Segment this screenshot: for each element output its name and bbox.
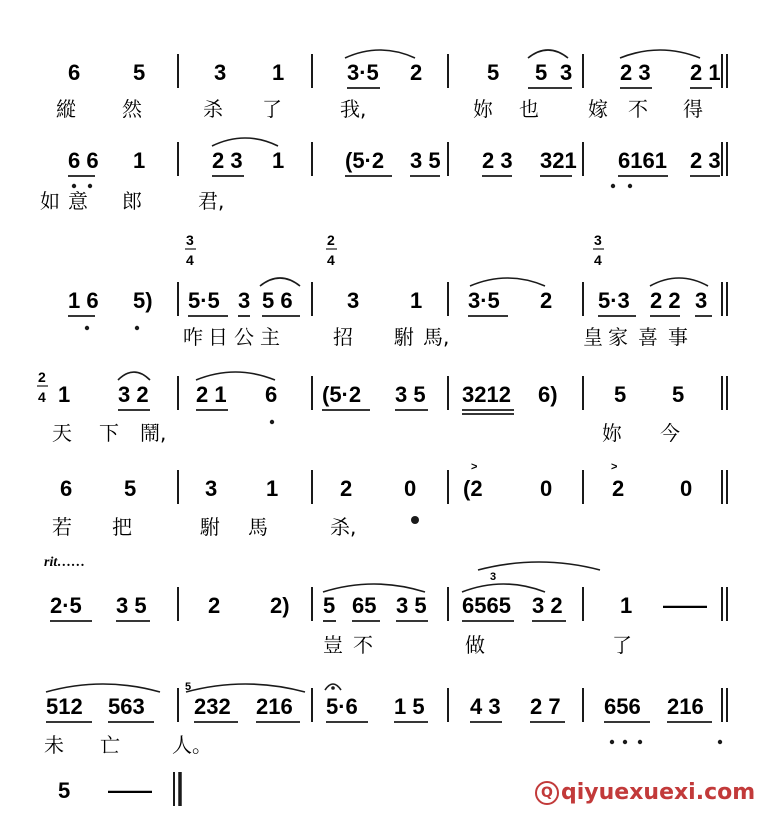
note-group: 2 [208, 593, 221, 618]
note-group: 512 [46, 694, 83, 719]
note-group: 6) [538, 382, 558, 407]
lyric-char: 天 [52, 421, 72, 445]
octave-dot [88, 184, 92, 188]
note-group: (5·2 [345, 148, 385, 173]
note-group: 2 7 [530, 694, 561, 719]
note-group: 3 5 [396, 593, 427, 618]
lyric-char: 然 [122, 97, 142, 121]
lyric-char: 日 [208, 325, 228, 349]
octave-dot [638, 740, 642, 744]
octave-dot [270, 420, 274, 424]
slur [462, 584, 545, 592]
lyric-char: 駙 [394, 325, 414, 349]
note-group: 3 [238, 288, 251, 313]
time-signature-top: 3 [186, 232, 194, 248]
lyric-char: 君, [198, 189, 225, 213]
note-group: 6 [60, 476, 73, 501]
q-circle-logo-icon: Q [535, 781, 559, 805]
octave-dot [135, 326, 139, 330]
note-group: 65 [352, 593, 377, 618]
final-dash: —— [108, 778, 152, 803]
note-group: (2 [463, 476, 483, 501]
score-row [68, 232, 722, 349]
note-group: 656 [604, 694, 641, 719]
lyric-char: 公 [234, 325, 254, 349]
note-group: 3 2 [532, 593, 563, 618]
note-group: 216 [256, 694, 293, 719]
octave-dot [85, 326, 89, 330]
note-group: 2·5 [50, 593, 82, 618]
note-group: 4 3 [470, 694, 501, 719]
slur [212, 138, 278, 146]
lyric-char: 不 [353, 633, 373, 657]
octave-dot [718, 740, 722, 744]
slur [118, 372, 150, 380]
note-group: 2 2 [650, 288, 681, 313]
slur [620, 50, 700, 58]
octave-dot [628, 184, 632, 188]
lyric-char: 若 [52, 515, 72, 539]
note-group: 2 [612, 476, 625, 501]
note-group: 5 [614, 382, 627, 407]
final-note: 5 [58, 778, 71, 803]
rit-marking: rit…… [44, 555, 86, 570]
note-group: 5·5 [188, 288, 220, 313]
lyric-char: 做 [465, 633, 485, 657]
slur [260, 278, 300, 286]
time-signature-bottom: 4 [38, 389, 46, 405]
lyric-char: 人。 [172, 733, 212, 757]
lyric-char: 了 [262, 97, 282, 121]
time-signature-top: 3 [594, 232, 602, 248]
note-group: 0 [404, 476, 417, 501]
slur [323, 584, 425, 592]
lyric-char: 把 [112, 515, 132, 539]
note-group: 5 [323, 593, 336, 618]
note-group: 321 [540, 148, 577, 173]
tuplet-number: 3 [490, 571, 497, 583]
lyric-char: 我, [340, 97, 367, 121]
octave-dot [72, 184, 76, 188]
note-group: 2 1 [196, 382, 227, 407]
lyric-char: 郎 [122, 189, 142, 213]
lyric-char: 嫁 [588, 97, 608, 121]
slur [186, 684, 305, 692]
note-group: 6 [265, 382, 278, 407]
note-group: 2 3 [482, 148, 513, 173]
score-row [40, 142, 722, 213]
note-group: 0 [680, 476, 693, 501]
note-group: 1 [58, 382, 71, 407]
slur [650, 278, 708, 286]
note-group: 3·5 [347, 60, 379, 85]
lyric-char: 杀, [330, 515, 357, 539]
note-group: 5·6 [326, 694, 358, 719]
fermata-dot [331, 686, 335, 690]
lyric-char: 主 [260, 325, 280, 349]
note-group: 3 [695, 288, 708, 313]
lyric-char: 鬧, [140, 421, 167, 445]
accent-mark: > [471, 461, 478, 473]
note-group: 2 1 [690, 60, 721, 85]
note-group: 232 [194, 694, 231, 719]
note-group: 3212 [462, 382, 511, 407]
note-group: 2 3 [690, 148, 721, 173]
octave-dot [611, 184, 615, 188]
note-group: 6565 [462, 593, 511, 618]
note-group: 2 [410, 60, 423, 85]
note-group: 1 [272, 60, 285, 85]
score-row [52, 470, 722, 539]
lyric-char: 皇 [583, 325, 603, 349]
note-group: 3·5 [468, 288, 500, 313]
time-signature-top: 2 [38, 369, 46, 385]
time-signature-top: 2 [327, 232, 335, 248]
lyric-char: 家 [608, 325, 628, 349]
lyric-char: 意 [68, 189, 88, 213]
note-group: 1 [410, 288, 423, 313]
note-group: 3 5 [395, 382, 426, 407]
lyric-char: 駙 [200, 515, 220, 539]
note-group: 2 [540, 288, 553, 313]
slur [46, 684, 160, 692]
lyric-char: 馬 [248, 515, 268, 539]
lyric-char: 招 [333, 325, 353, 349]
slur [345, 50, 415, 58]
note-group: 3 [347, 288, 360, 313]
lyric-char: 了 [612, 633, 632, 657]
note-group: 6 [68, 60, 81, 85]
note-group: —— [663, 593, 707, 618]
note-group: 5 [535, 60, 548, 85]
lyric-char: 亡 [100, 733, 120, 757]
note-group: 216 [667, 694, 704, 719]
note-group: 5 [487, 60, 500, 85]
note-group: 5) [133, 288, 153, 313]
grace-note: 5 [185, 681, 192, 693]
note-group: (5·2 [322, 382, 362, 407]
watermark-text: qiyuexuexi.com [561, 780, 756, 805]
note-group: 3 5 [410, 148, 441, 173]
note-group: 5 [672, 382, 685, 407]
note-group: 1 6 [68, 288, 99, 313]
accent-mark: > [611, 461, 618, 473]
slur [470, 278, 545, 286]
time-signature-bottom: 4 [186, 252, 194, 268]
note-group: 1 5 [394, 694, 425, 719]
note-group: 3 5 [116, 593, 147, 618]
lyric-char: 今 [660, 421, 680, 445]
note-group: 2 3 [212, 148, 243, 173]
note-group: 3 [560, 60, 573, 85]
lyric-char: 妳 [473, 97, 493, 121]
lyric-char: 馬, [423, 325, 450, 349]
note-group: 1 [266, 476, 279, 501]
time-signature-bottom: 4 [594, 252, 602, 268]
note-group: 3 [205, 476, 218, 501]
note-group: 3 [214, 60, 227, 85]
note-group: 563 [108, 694, 145, 719]
lyric-char: 豈 [323, 633, 343, 657]
note-group: 2 [340, 476, 353, 501]
lyric-char: 杀 [203, 97, 223, 121]
note-group: 5·3 [598, 288, 630, 313]
watermark [535, 780, 755, 805]
lyric-char: 得 [683, 97, 703, 121]
lyric-char: 不 [628, 97, 648, 121]
lyric-char: 未 [44, 733, 64, 757]
lyric-char: 事 [668, 325, 688, 349]
note-group: 2) [270, 593, 290, 618]
note-group: 5 [124, 476, 137, 501]
octave-dot [610, 740, 614, 744]
note-group: 5 [133, 60, 146, 85]
slur [528, 50, 568, 58]
time-signature-bottom: 4 [327, 252, 335, 268]
note-group: 5 6 [262, 288, 293, 313]
note-group: 6 6 [68, 148, 99, 173]
note-group: 1 [272, 148, 285, 173]
lyric-char: 妳 [602, 421, 622, 445]
slur [196, 372, 275, 380]
note-group: 3 2 [118, 382, 149, 407]
score-row [50, 587, 722, 657]
lyric-char: 喜 [638, 325, 658, 349]
score-row [37, 369, 722, 445]
octave-dot [623, 740, 627, 744]
lyric-char: 縱 [56, 97, 76, 121]
lyric-char: 咋 [183, 325, 203, 349]
note-group: 6161 [618, 148, 667, 173]
lyric-char: 下 [99, 421, 119, 445]
lyric-char: 如 [40, 189, 60, 213]
note-group: 1 [620, 593, 633, 618]
note-group: 0 [540, 476, 553, 501]
lyric-char: 也 [519, 97, 539, 121]
note-group: 2 3 [620, 60, 651, 85]
slur [478, 562, 600, 570]
breath-mark [411, 516, 419, 524]
note-group: 1 [133, 148, 146, 173]
